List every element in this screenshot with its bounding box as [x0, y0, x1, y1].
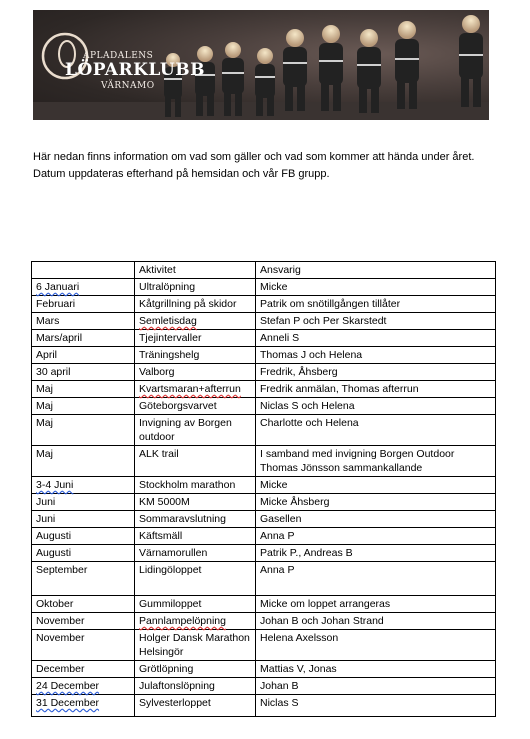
- intro-line-1: Här nedan finns information om vad som gäller och vad som kommer att hända under året.: [33, 151, 475, 163]
- intro-text: [33, 149, 503, 183]
- row-activity: ALK trail: [135, 446, 256, 477]
- row-activity: Invigning av Borgen outdoor: [135, 415, 256, 446]
- row-date: September: [32, 562, 135, 596]
- row-responsible: Mattias V, Jonas: [256, 661, 496, 678]
- row-responsible: Johan B: [256, 678, 496, 695]
- row-date: 3-4 Juni: [32, 477, 135, 494]
- row-activity: KM 5000M: [135, 494, 256, 511]
- row-date: Augusti: [32, 528, 135, 545]
- table-row: [32, 446, 496, 477]
- row-activity: Tjejintervaller: [135, 330, 256, 347]
- table-row: [32, 415, 496, 446]
- row-activity: Semletisdag: [135, 313, 256, 330]
- row-activity: Kvartsmaran+afterrun: [135, 381, 256, 398]
- table-row: [32, 313, 496, 330]
- table-row: [32, 630, 496, 661]
- row-responsible: Anna P: [256, 528, 496, 545]
- row-responsible: Johan B och Johan Strand: [256, 613, 496, 630]
- row-responsible: Niclas S och Helena: [256, 398, 496, 415]
- table-row: [32, 528, 496, 545]
- row-activity: Käftsmäll: [135, 528, 256, 545]
- table-row: [32, 494, 496, 511]
- header-responsible: Ansvarig: [256, 262, 496, 279]
- row-responsible: Anneli S: [256, 330, 496, 347]
- logo-line-1: APLADALENS: [83, 51, 154, 61]
- row-date: Juni: [32, 511, 135, 528]
- row-date: Februari: [32, 296, 135, 313]
- row-responsible: Fredrik, Åhsberg: [256, 364, 496, 381]
- table-row: [32, 398, 496, 415]
- row-activity: Lidingöloppet: [135, 562, 256, 596]
- table-row: [32, 678, 496, 695]
- table-row: [32, 477, 496, 494]
- row-responsible: Thomas J och Helena: [256, 347, 496, 364]
- row-date: 31 December: [32, 695, 135, 717]
- row-responsible: Gasellen: [256, 511, 496, 528]
- row-activity: Göteborgsvarvet: [135, 398, 256, 415]
- row-date: Maj: [32, 415, 135, 446]
- table-row: [32, 364, 496, 381]
- header-date: [32, 262, 135, 279]
- table-row: [32, 596, 496, 613]
- row-activity: Julaftonslöpning: [135, 678, 256, 695]
- row-responsible: Anna P: [256, 562, 496, 596]
- row-responsible: Micke Åhsberg: [256, 494, 496, 511]
- table-row: [32, 613, 496, 630]
- row-date: November: [32, 630, 135, 661]
- row-responsible: Patrik om snötillgången tillåter: [256, 296, 496, 313]
- row-responsible: Helena Axelsson: [256, 630, 496, 661]
- row-responsible: Fredrik anmälan, Thomas afterrun: [256, 381, 496, 398]
- row-date: Maj: [32, 398, 135, 415]
- activities-table: [31, 261, 496, 717]
- table-row: [32, 330, 496, 347]
- row-date: November: [32, 613, 135, 630]
- row-responsible: Micke: [256, 477, 496, 494]
- table-row: [32, 545, 496, 562]
- row-date: 30 april: [32, 364, 135, 381]
- header-banner-photo: [33, 10, 489, 120]
- table-row: [32, 562, 496, 596]
- row-activity: Sommaravslutning: [135, 511, 256, 528]
- intro-line-2: Datum uppdateras efterhand på hemsidan och vår FB grupp.: [33, 168, 330, 180]
- row-activity: Valborg: [135, 364, 256, 381]
- row-date: Mars/april: [32, 330, 135, 347]
- row-activity: Stockholm marathon: [135, 477, 256, 494]
- row-responsible: Micke: [256, 279, 496, 296]
- row-date: 24 December: [32, 678, 135, 695]
- row-activity: Pannlampelöpning: [135, 613, 256, 630]
- row-date: Maj: [32, 381, 135, 398]
- logo-line-3: VÄRNAMO: [101, 81, 155, 91]
- table-row: [32, 347, 496, 364]
- club-logo: [57, 32, 205, 102]
- row-responsible: Charlotte och Helena: [256, 415, 496, 446]
- row-activity: Holger Dansk Marathon Helsingör: [135, 630, 256, 661]
- row-date: Maj: [32, 446, 135, 477]
- row-date: Juni: [32, 494, 135, 511]
- row-activity: Värnamorullen: [135, 545, 256, 562]
- table-row: [32, 661, 496, 678]
- table-row: [32, 279, 496, 296]
- row-responsible: Stefan P och Per Skarstedt: [256, 313, 496, 330]
- row-date: December: [32, 661, 135, 678]
- row-date: April: [32, 347, 135, 364]
- row-activity: Ultralöpning: [135, 279, 256, 296]
- row-activity: Sylvesterloppet: [135, 695, 256, 717]
- row-date: 6 Januari: [32, 279, 135, 296]
- table-row: [32, 381, 496, 398]
- row-date: Mars: [32, 313, 135, 330]
- row-date: Augusti: [32, 545, 135, 562]
- row-activity: Grötlöpning: [135, 661, 256, 678]
- table-row: [32, 296, 496, 313]
- row-date: Oktober: [32, 596, 135, 613]
- row-activity: Träningshelg: [135, 347, 256, 364]
- row-responsible: Micke om loppet arrangeras: [256, 596, 496, 613]
- table-row: [32, 511, 496, 528]
- logo-line-2: LÖPARKLUBB: [65, 60, 205, 80]
- table-row: [32, 695, 496, 717]
- row-responsible: I samband med invigning Borgen Outdoor Thomas Jönsson sammankallande: [256, 446, 496, 477]
- row-activity: Kåtgrillning på skidor: [135, 296, 256, 313]
- header-activity: Aktivitet: [135, 262, 256, 279]
- row-responsible: Patrik P., Andreas B: [256, 545, 496, 562]
- row-activity: Gummiloppet: [135, 596, 256, 613]
- row-responsible: Niclas S: [256, 695, 496, 717]
- table-header-row: [32, 262, 496, 279]
